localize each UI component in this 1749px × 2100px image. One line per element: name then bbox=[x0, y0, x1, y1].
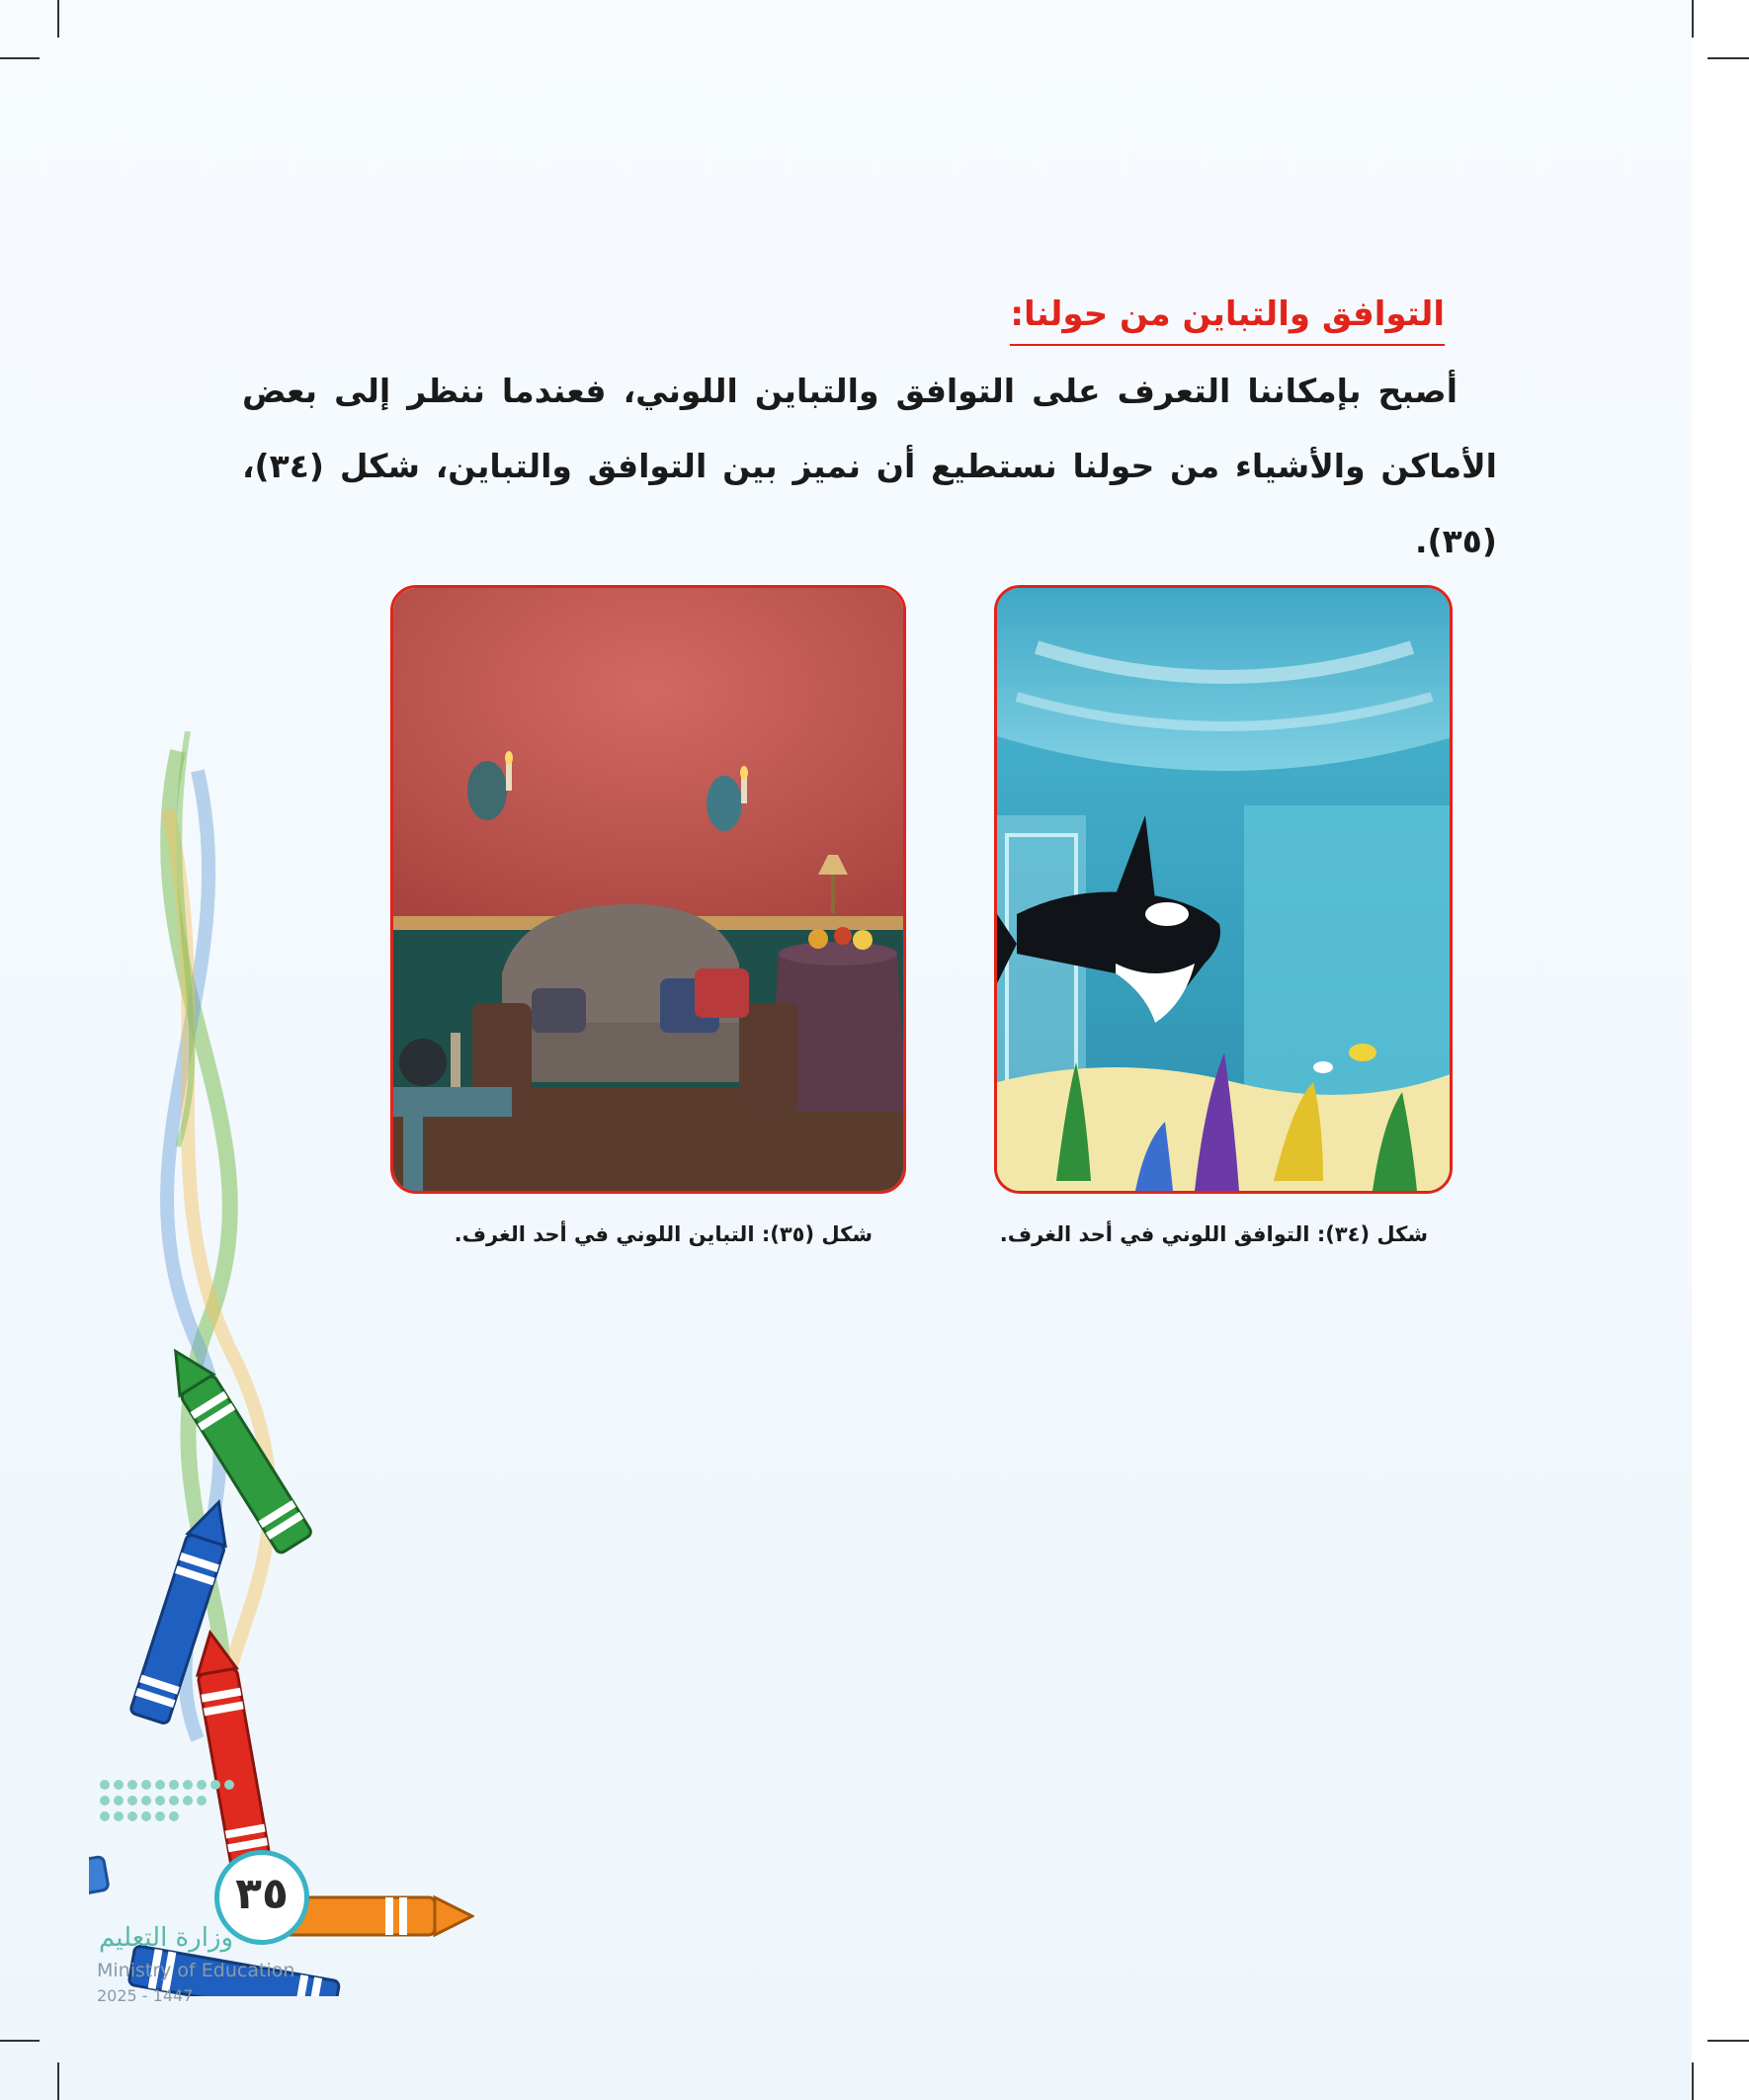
figure-35-caption: شكل (٣٥): التباين اللوني في أحد الغرف. bbox=[454, 1222, 873, 1246]
figure-35-photo bbox=[390, 585, 906, 1194]
ministry-logo-arabic: وزارة التعليم bbox=[99, 1923, 234, 1953]
ministry-logo-english: Ministry of Education bbox=[97, 1960, 295, 1981]
edition-year: 2025 - 1447 bbox=[97, 1986, 194, 2005]
crop-mark bbox=[57, 0, 59, 38]
crop-mark bbox=[1707, 57, 1749, 59]
crop-mark bbox=[0, 57, 40, 59]
section-heading-wrapper bbox=[1010, 294, 1445, 346]
crop-mark bbox=[57, 2062, 59, 2100]
crop-mark bbox=[1707, 2040, 1749, 2042]
ocean-room-illustration bbox=[997, 588, 1453, 1194]
crop-mark bbox=[1692, 2062, 1694, 2100]
figure-34-caption: شكل (٣٤): التوافق اللوني في أحد الغرف. bbox=[999, 1222, 1428, 1246]
page-number-badge: ٣٥ bbox=[214, 1850, 309, 1945]
crop-mark bbox=[1692, 0, 1694, 38]
crop-mark bbox=[0, 2040, 40, 2042]
section-heading: التوافق والتباين من حولنا: bbox=[1010, 294, 1445, 346]
red-room-illustration bbox=[393, 588, 906, 1194]
body-paragraph: أصبح بإمكاننا التعرف على التوافق والتباين اللوني، فعندما ننظر إلى بعض الأماكن والأشياء من حولنا نستطيع أن نميز بين التوافق والتباين، شكل (٣٤)، (٣٥). bbox=[242, 372, 1497, 560]
figure-34-photo bbox=[994, 585, 1453, 1194]
